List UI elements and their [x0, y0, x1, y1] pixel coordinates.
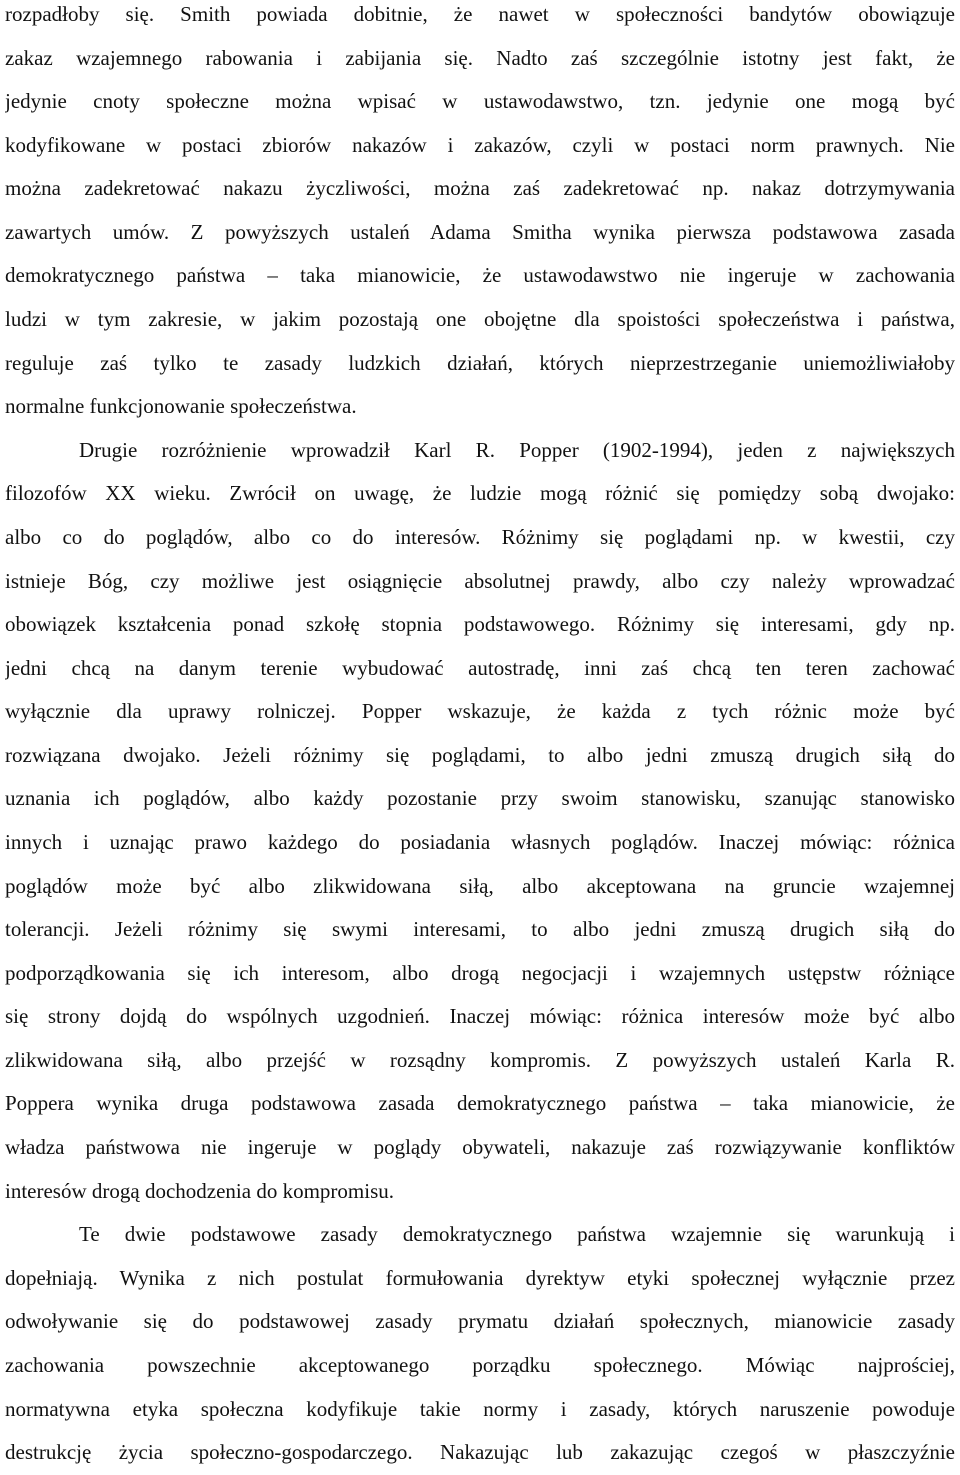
text-line: obowiązek kształcenia ponad szkołę stopnia podstawowego. Różnimy się interesami, gdy np. — [5, 612, 955, 637]
text-line: rozpadłoby się. Smith powiada dobitnie, że nawet w społeczności bandytów obowiązuje — [5, 2, 955, 26]
paragraph — [5, 0, 955, 429]
paragraph — [5, 1213, 955, 1474]
text-line: poglądów może być albo zlikwidowana siłą, albo akceptowana na gruncie wzajemnej — [5, 873, 955, 898]
text-line: władza państwowa nie ingeruje w poglądy obywateli, nakazuje zaś rozwiązywanie konfliktów — [5, 1135, 955, 1160]
text-line: Poppera wynika druga podstawowa zasada demokratycznego państwa – taka mianowicie, że — [5, 1091, 955, 1116]
text-line: destrukcję życia społeczno-gospodarczego. Nakazując lub zakazując czegoś w płaszczyźnie — [5, 1440, 955, 1465]
text-line: filozofów XX wieku. Zwrócił on uwagę, że ludzie mogą różnić się pomiędzy sobą dwojako: — [5, 481, 955, 506]
text-line: można zadekretować nakazu życzliwości, można zaś zadekretować np. nakaz dotrzymywania — [5, 176, 955, 201]
text-line: normatywna etyka społeczna kodyfikuje takie normy i zasady, których naruszenie powoduje — [5, 1396, 955, 1421]
text-line: ludzi w tym zakresie, w jakim pozostają one obojętne dla spoistości społeczeństwa i państwa, — [5, 307, 955, 332]
text-line: demokratycznego państwa – taka mianowicie, że ustawodawstwo nie ingeruje w zachowania — [5, 263, 955, 288]
text-line: kodyfikowane w postaci zbiorów nakazów i zakazów, czyli w postaci norm prawnych. Nie — [5, 132, 955, 157]
text-line: zachowania powszechnie akceptowanego porządku społecznego. Mówiąc najprościej, — [5, 1352, 955, 1377]
text-line: tolerancji. Jeżeli różnimy się swymi interesami, to albo jedni zmuszą drugich siłą do — [5, 917, 955, 942]
text-line: innych i uznając prawo każdego do posiadania własnych poglądów. Inaczej mówiąc: różnica — [5, 829, 955, 854]
text-line: Drugie rozróżnienie wprowadził Karl R. Popper (1902-1994), jeden z największych — [79, 437, 955, 462]
text-line: istnieje Bóg, czy możliwe jest osiągnięcie absolutnej prawdy, albo czy należy wprowadzać — [5, 568, 955, 593]
text-line: interesów drogą dochodzenia do kompromisu. — [5, 1178, 394, 1203]
text-line: reguluje zaś tylko te zasady ludzkich działań, których nieprzestrzeganie uniemożliwiałoby — [5, 350, 955, 375]
text-line: albo co do poglądów, albo co do interesów. Różnimy się poglądami np. w kwestii, czy — [5, 524, 955, 549]
text-line: rozwiązana dwojako. Jeżeli różnimy się poglądami, to albo jedni zmuszą drugich siłą do — [5, 742, 955, 767]
text-line: normalne funkcjonowanie społeczeństwa. — [5, 394, 357, 419]
paragraph — [5, 429, 955, 1213]
text-line: zlikwidowana siłą, albo przejść w rozsądny kompromis. Z powyższych ustaleń Karla R. — [5, 1047, 955, 1072]
text-line: jedni chcą na danym terenie wybudować autostradę, inni zaś chcą ten teren zachować — [5, 655, 955, 680]
text-line: zawartych umów. Z powyższych ustaleń Adama Smitha wynika pierwsza podstawowa zasada — [5, 219, 955, 244]
text-line: uznania ich poglądów, albo każdy pozostanie przy swoim stanowisku, szanując stanowisko — [5, 786, 955, 811]
text-line: zakaz wzajemnego rabowania i zabijania się. Nadto zaś szczególnie istotny jest fakt, że — [5, 45, 955, 70]
text-line: podporządkowania się ich interesom, albo drogą negocjacji i wzajemnych ustępstw różniące — [5, 960, 955, 985]
text-line: jedynie cnoty społeczne można wpisać w ustawodawstwo, tzn. jedynie one mogą być — [5, 89, 955, 114]
text-line: się strony dojdą do wspólnych uzgodnień. Inaczej mówiąc: różnica interesów może być albo — [5, 1004, 955, 1029]
text-line: dopełniają. Wynika z nich postulat formułowania dyrektyw etyki społecznej wyłącznie przez — [5, 1265, 955, 1290]
document-page — [5, 0, 955, 1475]
text-line: Te dwie podstawowe zasady demokratycznego państwa wzajemnie się warunkują i — [79, 1222, 955, 1247]
text-line: wyłącznie dla uprawy rolniczej. Popper wskazuje, że każda z tych różnic może być — [5, 699, 955, 724]
text-line: odwoływanie się do podstawowej zasady prymatu działań społecznych, mianowicie zasady — [5, 1309, 955, 1334]
